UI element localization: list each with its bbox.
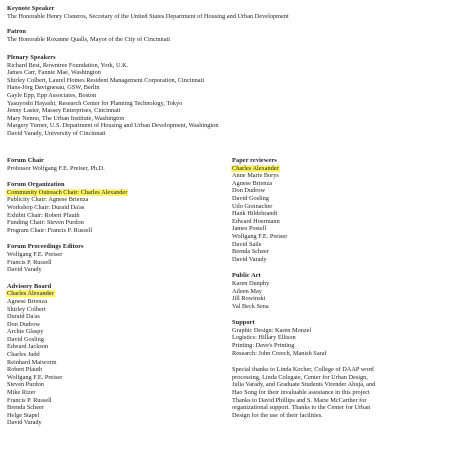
plenary-speaker: Shirley Colbert, Laurel Homes Resident Management Corporation, Cincinnati	[7, 76, 205, 84]
forum-org-item: Publicity Chair: Agnese Brienza	[7, 196, 89, 204]
patron-section	[7, 28, 170, 43]
advisory-member: Shirley Colbert	[7, 305, 46, 313]
plenary-speaker: Jenny Laster, Massey Enterprises, Cincinnati	[7, 107, 121, 115]
forum-chair-line: Professor Wolfgang F.E. Preiser, Ph.D.	[7, 164, 105, 172]
editor-name: David Varady	[7, 266, 42, 274]
reviewer-name: Don Dudrow	[232, 187, 266, 195]
thanks-line: organizational support. Thanks to the Center for Urban	[232, 404, 371, 412]
reviewer-name: David Gosling	[232, 194, 269, 202]
advisory-member: David Varady	[7, 419, 42, 427]
thanks-line: Hao Song for their invaluable assistance in this project	[232, 389, 370, 397]
forum-org-heading: Forum Organization	[7, 181, 65, 189]
forum-org-item: Exhibit Chair: Robert Pfauth	[7, 211, 80, 219]
keynote-section	[7, 5, 289, 20]
proceedings-heading: Forum Proceedings Editors	[7, 243, 84, 251]
thanks-line: Special thanks to Linda Kocher, College of DAAP word	[232, 366, 374, 374]
advisory-member: Brenda Scheer	[7, 404, 44, 412]
plenary-speaker: David Varady, University of Cincinnati	[7, 129, 106, 137]
plenary-speaker: James Carr, Fannie Mae, Washington	[7, 69, 101, 77]
advisory-member: Agnese Brienza	[7, 297, 48, 305]
advisory-list	[7, 290, 227, 427]
advisory-heading: Advisory Board	[7, 282, 52, 290]
support-item: Research: John Creech, Manish Saraf	[232, 349, 327, 357]
advisory-member: Mike Rizer	[7, 389, 36, 397]
reviewer-name: James Postell	[232, 225, 267, 233]
plenary-speaker: Gayle Epp, Epp Associates, Boston	[7, 91, 97, 99]
support-list	[232, 327, 444, 357]
advisory-member: Wolfgang F.E. Preiser	[7, 373, 63, 381]
advisory-member: Helge Stapel	[7, 411, 40, 419]
left-column	[7, 157, 227, 427]
public-art-name: Jill Rowinski	[232, 295, 266, 303]
support-heading: Support	[232, 319, 255, 327]
advisory-section	[7, 283, 227, 427]
public-art-heading: Public Art	[232, 272, 261, 280]
thanks-section	[232, 366, 444, 419]
reviewer-name: Agnese Brienza	[232, 179, 273, 187]
plenary-section	[7, 54, 219, 138]
plenary-heading: Plenary Speakers	[7, 54, 56, 61]
plenary-speaker: Mary Nenno, The Urban Institute, Washington	[7, 114, 125, 122]
plenary-speaker: Hans-Jörg Davignesau, GSW, Berlin	[7, 84, 100, 92]
reviewer-name: Hank Hildebrandt	[232, 210, 278, 218]
proceedings-section	[7, 243, 227, 273]
right-column	[232, 157, 444, 419]
reviewer-name: Wolfgang F.E. Preiser	[232, 232, 288, 240]
reviewer-name: Udo Greinacher	[232, 202, 273, 210]
advisory-member: Reinhard Maiworm	[7, 358, 57, 366]
reviewers-heading: Paper reviewers	[232, 157, 277, 164]
advisory-member: David Gosling	[7, 335, 44, 343]
reviewer-name: Edward Hoermann	[232, 217, 280, 225]
highlighted-text: Community Outreach Chair: Charles Alexander	[7, 188, 128, 196]
proceedings-list	[7, 251, 227, 274]
advisory-member: Duraid Da'as	[7, 313, 40, 321]
editor-name: Francis P. Russell	[7, 258, 52, 266]
plenary-list	[7, 62, 219, 138]
support-item: Graphic Design: Karen Monzel	[232, 326, 312, 334]
support-item: Printing: Dave's Printing	[232, 342, 295, 350]
public-art-name: Val Beck Sena	[232, 302, 269, 310]
support-section	[232, 319, 444, 357]
patron-heading: Patron	[7, 28, 27, 35]
plenary-speaker: Yasuyoshi Hayashi, Research Center for Planning Technology, Tokyo	[7, 99, 183, 107]
public-art-section	[232, 272, 444, 310]
plenary-speaker: Margery Turner, U.S. Department of Housing and Urban Development, Washington	[7, 122, 219, 130]
editor-name: Wolfgang F.E. Preiser	[7, 250, 63, 258]
forum-chair-heading: Forum Chair	[7, 157, 44, 164]
public-art-list	[232, 280, 444, 310]
reviewer-name	[232, 165, 444, 173]
forum-org-item: Funding Chair: Steven Purdon	[7, 219, 84, 227]
advisory-member: Steven Purdon	[7, 381, 44, 389]
keynote-heading: Keynote Speaker	[7, 5, 55, 12]
advisory-member: Edward Jackson	[7, 343, 49, 351]
forum-org-item: Workshop Chair: Duraid Da'as	[7, 203, 85, 211]
forum-org-item	[7, 189, 227, 197]
advisory-member: Charles Judd	[7, 351, 40, 359]
advisory-member: Francis P. Russell	[7, 396, 52, 404]
advisory-member	[7, 290, 227, 298]
keynote-line: The Honorable Henry Cisneros, Secretary of the United States Department of Housing and Urban Development	[7, 12, 289, 20]
highlighted-text: Charles Alexander	[7, 290, 54, 298]
thanks-line: Design for the use of their facilities.	[232, 411, 323, 419]
reviewer-name: David Saile	[232, 240, 262, 248]
reviewer-name: David Varady	[232, 255, 267, 263]
reviewer-name: Brenda Scheer	[232, 248, 269, 256]
highlighted-text: Charles Alexander	[232, 164, 279, 172]
forum-org-list	[7, 189, 227, 235]
forum-org-section	[7, 181, 227, 234]
support-item: Logistics: Hillary Ellison	[232, 334, 296, 342]
advisory-member: Robert Pfauth	[7, 366, 43, 374]
plenary-speaker: Richard Best, Rowntree Foundation, York, U.K.	[7, 61, 129, 69]
advisory-member: Archie Glaspy	[7, 328, 44, 336]
thanks-line: Julia Varady, and Graduate Students Virender Ahuja, and	[232, 381, 376, 389]
forum-chair-section	[7, 157, 227, 172]
advisory-member: Don Dudrow	[7, 320, 41, 328]
reviewer-name: Anne Marie Borys	[232, 172, 279, 180]
thanks-line: processing, Linda Colegate, Center for Urban Design,	[232, 373, 368, 381]
thanks-line: Thanks to David Phillips and S. Marie McCarther for	[232, 396, 367, 404]
thanks-paragraph	[232, 366, 444, 419]
reviewers-list	[232, 165, 444, 264]
forum-org-item: Program Chair: Francis P. Russell	[7, 226, 93, 234]
reviewers-section	[232, 157, 444, 263]
public-art-name: Aileen May	[232, 287, 262, 295]
public-art-name: Karen Dunphy	[232, 279, 270, 287]
patron-line: The Honorable Roxanne Qualls, Mayor of the City of Cincinnati	[7, 35, 170, 43]
